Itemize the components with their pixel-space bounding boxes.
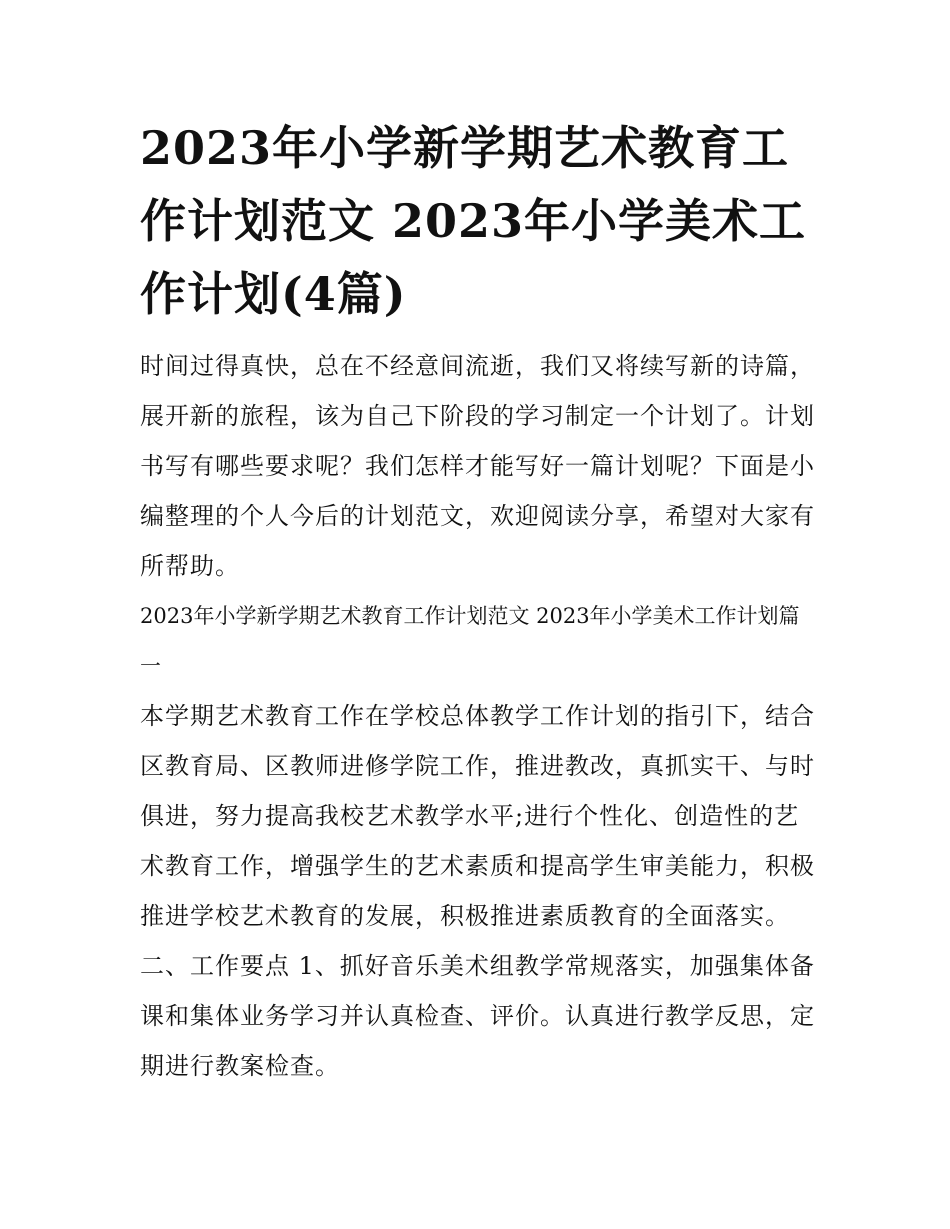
document-title: 2023年小学新学期艺术教育工作计划范文 2023年小学美术工作计划(4篇) [140, 121, 807, 321]
document-body [140, 341, 815, 1091]
intro-paragraph: 时间过得真快，总在不经意间流逝，我们又将续写新的诗篇，展开新的旅程，该为自己下阶段的学习制定一个计划了。计划书写有哪些要求呢？我们怎样才能写好一篇计划呢？下面是小编整理的个人今后的计划范文，欢迎阅读分享，希望对大家有所帮助。 [140, 352, 815, 580]
section-heading: 2023年小学新学期艺术教育工作计划范文 2023年小学美术工作计划篇一 [140, 604, 800, 678]
body-paragraph-2: 二、工作要点 1、抓好音乐美术组教学常规落实，加强集体备课和集体业务学习并认真检查、评价。认真进行教学反思，定期进行教案检查。 [140, 952, 815, 1080]
document-content [140, 112, 815, 1091]
body-paragraph-1: 本学期艺术教育工作在学校总体教学工作计划的指引下，结合区教育局、区教师进修学院工作，推进教改，真抓实干、与时俱进，努力提高我校艺术教学水平;进行个性化、创造性的艺术教育工作，增强学生的艺术素质和提高学生审美能力，积极推进学校艺术教育的发展，积极推进素质教育的全面落实。 [140, 702, 815, 930]
